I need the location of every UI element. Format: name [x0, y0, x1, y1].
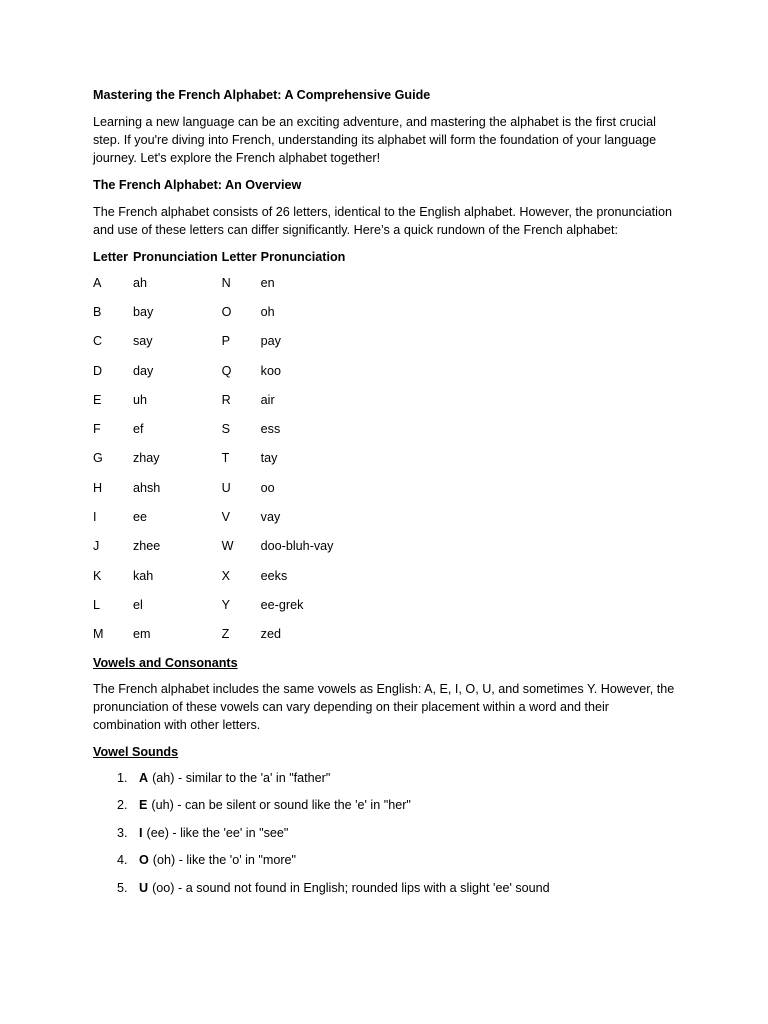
- table-cell: vay: [260, 510, 281, 525]
- table-cell: ee: [133, 510, 148, 525]
- table-row: [92, 532, 384, 561]
- list-number: 5.: [117, 880, 128, 895]
- list-item: [117, 879, 678, 907]
- table-cell: em: [133, 627, 151, 642]
- list-number: 1.: [117, 770, 128, 785]
- table-cell: H: [93, 480, 103, 495]
- table-cell: B: [93, 304, 102, 319]
- table-cell: J: [93, 539, 100, 554]
- vowel-letter: U: [139, 880, 149, 895]
- table-cell: ahsh: [133, 480, 161, 495]
- vowels-paragraph: The French alphabet includes the same vowels as English: A, E, I, O, U, and sometimes Y. However, the pronunciation of these vowels can vary depending on their placement within a word and their combination with other letters.: [93, 681, 675, 732]
- table-cell: V: [221, 510, 231, 525]
- table-cell: el: [133, 597, 143, 612]
- vowel-description: (oo) - a sound not found in English; rounded lips with a slight 'ee' sound: [152, 880, 550, 895]
- vowels-consonants-heading: Vowels and Consonants: [93, 655, 238, 670]
- document-title: Mastering the French Alphabet: A Comprehensive Guide: [93, 88, 431, 102]
- vowel-sounds-list: [93, 769, 678, 907]
- table-row: [92, 561, 384, 590]
- table-cell: K: [93, 568, 102, 583]
- table-cell: U: [221, 480, 231, 495]
- table-cell: en: [260, 275, 275, 290]
- table-cell: ee-grek: [260, 597, 304, 612]
- table-cell: Y: [221, 597, 231, 612]
- list-item: [117, 796, 678, 824]
- table-row: [92, 385, 384, 414]
- column-header: Pronunciation: [133, 250, 218, 264]
- table-row: [92, 473, 384, 502]
- table-cell: P: [221, 334, 231, 349]
- vowel-letter: A: [139, 770, 149, 785]
- overview-heading: The French Alphabet: An Overview: [93, 178, 302, 192]
- alphabet-table: [92, 248, 384, 649]
- table-cell: koo: [260, 363, 281, 378]
- table-row: [92, 502, 384, 531]
- table-cell: E: [93, 392, 102, 407]
- table-cell: ef: [133, 422, 144, 437]
- table-cell: say: [133, 334, 153, 349]
- table-cell: M: [93, 627, 104, 642]
- column-header: Letter: [93, 250, 128, 264]
- list-item: [117, 851, 678, 879]
- table-cell: doo-bluh-vay: [260, 539, 334, 554]
- table-cell: I: [93, 510, 97, 525]
- table-cell: zed: [260, 627, 281, 642]
- overview-paragraph: The French alphabet consists of 26 letters, identical to the English alphabet. However, the pronunciation and use of these letters can differ significantly. Here’s a quick rundown of the French alphabet:: [93, 205, 672, 237]
- table-cell: ah: [133, 275, 148, 290]
- table-cell: air: [260, 392, 275, 407]
- table-cell: zhee: [133, 539, 161, 554]
- table-cell: O: [221, 304, 232, 319]
- table-cell: A: [93, 275, 102, 290]
- table-cell: day: [133, 363, 154, 378]
- vowel-description: (ee) - like the 'ee' in "see": [146, 825, 289, 840]
- table-cell: eeks: [260, 568, 288, 583]
- column-header: Pronunciation: [260, 250, 346, 264]
- vowel-letter: O: [139, 853, 149, 868]
- table-row: [92, 327, 384, 356]
- table-cell: Q: [221, 363, 232, 378]
- table-cell: bay: [133, 304, 154, 319]
- table-cell: D: [93, 363, 103, 378]
- table-row: [92, 268, 384, 297]
- table-cell: W: [221, 539, 234, 554]
- table-cell: G: [93, 451, 103, 466]
- list-item: [117, 824, 678, 852]
- table-row: [92, 620, 384, 649]
- list-item: [117, 769, 678, 797]
- table-cell: zhay: [133, 451, 160, 466]
- table-row: [92, 444, 384, 473]
- table-cell: R: [221, 392, 231, 407]
- table-cell: N: [221, 275, 231, 290]
- table-cell: L: [93, 597, 101, 612]
- table-cell: oh: [260, 304, 275, 319]
- list-number: 3.: [117, 825, 128, 840]
- list-number: 4.: [117, 853, 128, 868]
- vowel-description: (oh) - like the 'o' in "more": [152, 853, 297, 868]
- table-cell: S: [221, 422, 231, 437]
- table-cell: Z: [221, 627, 230, 642]
- table-row: [92, 590, 384, 619]
- document-page: [93, 86, 678, 906]
- table-cell: oo: [260, 480, 275, 495]
- table-cell: ess: [260, 422, 281, 437]
- table-cell: C: [93, 334, 103, 349]
- vowel-sounds-heading: Vowel Sounds: [93, 744, 179, 759]
- vowel-description: (uh) - can be silent or sound like the 'e' in "her": [151, 798, 411, 813]
- table-row: [92, 297, 384, 326]
- table-cell: X: [221, 568, 231, 583]
- table-cell: tay: [260, 451, 278, 466]
- table-cell: pay: [260, 334, 281, 349]
- table-cell: F: [93, 422, 101, 437]
- table-header-row: [92, 248, 384, 268]
- vowel-letter: I: [139, 825, 143, 840]
- table-row: [92, 356, 384, 385]
- table-row: [92, 414, 384, 443]
- vowel-letter: E: [139, 798, 148, 813]
- table-cell: T: [221, 451, 230, 466]
- list-number: 2.: [117, 798, 128, 813]
- table-cell: uh: [133, 392, 148, 407]
- vowel-description: (ah) - similar to the 'a' in "father": [152, 770, 331, 785]
- intro-paragraph: Learning a new language can be an exciting adventure, and mastering the alphabet is the first crucial step. If you're diving into French, understanding its alphabet will form the foundation of your language journey. Let's explore the French alphabet together!: [93, 115, 657, 165]
- column-header: Letter: [221, 250, 257, 264]
- table-cell: kah: [133, 568, 154, 583]
